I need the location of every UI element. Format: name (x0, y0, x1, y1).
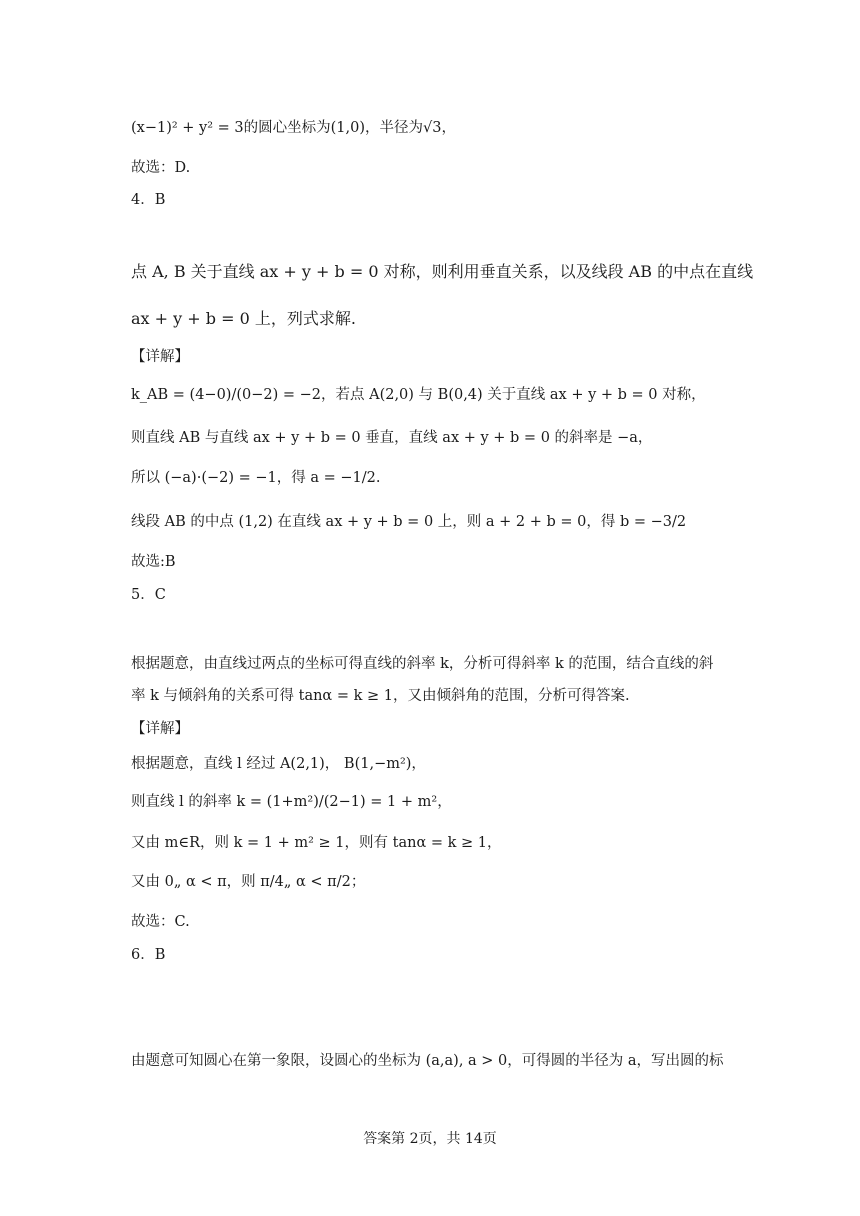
line-1: (x−1)² + y² = 3的圆心坐标为(1,0)，半径为√3， (131, 120, 456, 136)
line-16: 根据题意，直线 l 经过 A(2,1)， B(1,−m²)， (131, 756, 426, 772)
line-13: 根据题意，由直线过两点的坐标可得直线的斜率 k，分析可得斜率 k 的范围，结合直线的斜 (131, 656, 714, 672)
line-8: 则直线 AB 与直线 ax + y + b = 0 垂直，直线 ax + y + b = 0 的斜率是 −a， (131, 430, 653, 446)
line-9: 所以 (−a)·(−2) = −1，得 a = −1/2. (131, 470, 381, 486)
line-19: 又由 0„ α < π，则 π/4„ α < π/2； (131, 874, 366, 890)
line-12: 5．C (131, 587, 166, 603)
line-14: 率 k 与倾斜角的关系可得 tanα = k ≥ 1，又由倾斜角的范围，分析可得答案. (131, 688, 630, 704)
line-10: 线段 AB 的中点 (1,2) 在直线 ax + y + b = 0 上，则 a + 2 + b = 0，得 b = −3/2 (131, 514, 687, 530)
line-18: 又由 m∈R，则 k = 1 + m² ≥ 1，则有 tanα = k ≥ 1， (131, 835, 502, 851)
line-7: k_AB = (4−0)/(0−2) = −2，若点 A(2,0) 与 B(0,4) 关于直线 ax + y + b = 0 对称， (131, 387, 706, 403)
line-21: 6．B (131, 947, 166, 963)
line-6: 【详解】 (131, 349, 189, 365)
line-11: 故选:B (131, 554, 176, 570)
line-20: 故选：C. (131, 914, 190, 930)
line-2: 故选：D. (131, 160, 191, 176)
line-22: 由题意可知圆心在第一象限，设圆心的坐标为 (a,a), a > 0，可得圆的半径为 a，写出圆的标 (131, 1053, 724, 1069)
line-3: 4．B (131, 192, 166, 208)
line-15: 【详解】 (131, 721, 189, 737)
line-5: ax + y + b = 0 上，列式求解. (131, 309, 356, 328)
page-footer: 答案第 2页，共 14页 (363, 1131, 497, 1147)
line-17: 则直线 l 的斜率 k = (1+m²)/(2−1) = 1 + m²， (131, 794, 452, 810)
line-4: 点 A, B 关于直线 ax + y + b = 0 对称，则利用垂直关系，以及线段 AB 的中点在直线 (131, 262, 754, 281)
